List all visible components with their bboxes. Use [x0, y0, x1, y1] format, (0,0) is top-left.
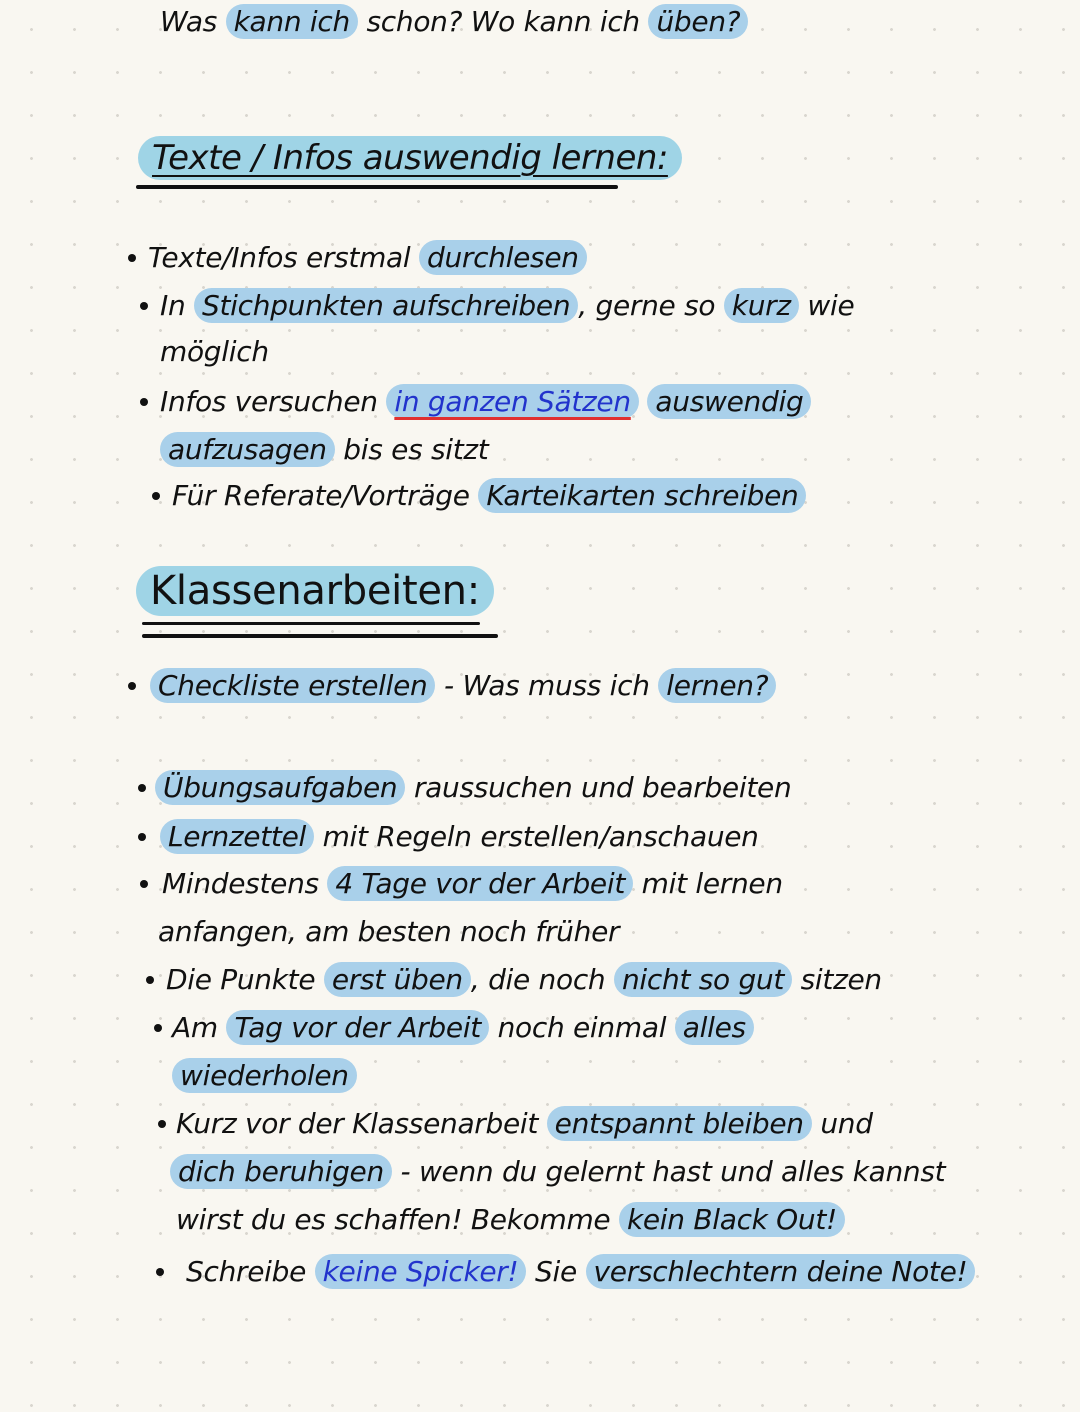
text-segment: Kurz vor der Klassenarbeit: [176, 1107, 547, 1140]
list-item-line: [160, 428, 488, 472]
text-segment: Schreibe: [186, 1255, 315, 1288]
list-item-line: [176, 1102, 873, 1146]
highlighted-text: keine Spicker!: [315, 1254, 527, 1289]
highlighted-text: Lernzettel: [160, 819, 314, 854]
list-item-line: [150, 664, 776, 708]
bullet-dot: [128, 254, 136, 262]
highlighted-text: aufzusagen: [160, 432, 335, 467]
highlighted-text: in ganzen Sätzen: [386, 384, 638, 419]
heading-memorize: [138, 136, 682, 180]
highlighted-text: Tag vor der Arbeit: [226, 1010, 489, 1045]
text-segment: anfangen, am besten noch früher: [158, 915, 620, 948]
list-item-line: [170, 1150, 945, 1194]
text-segment: mit lernen: [633, 867, 783, 900]
text-segment: In: [160, 289, 195, 322]
text-segment: wie: [798, 289, 855, 322]
highlighted-text: 4 Tage vor der Arbeit: [327, 866, 633, 901]
list-item-line: [160, 0, 748, 44]
list-item-line: [155, 766, 791, 810]
bullet-dot: [146, 976, 154, 984]
bullet-dot: [158, 1120, 166, 1128]
text-segment: möglich: [160, 335, 269, 368]
list-item-line: [172, 474, 806, 518]
heading-underline: [142, 634, 498, 638]
text-segment: Die Punkte: [166, 963, 324, 996]
highlighted-text: alles: [675, 1010, 754, 1045]
text-segment: sitzen: [792, 963, 882, 996]
list-item-line: [186, 1250, 975, 1294]
bullet-dot: [156, 1268, 164, 1276]
text-segment: und: [811, 1107, 873, 1140]
text-segment: wirst du es schaffen! Bekomme: [176, 1203, 619, 1236]
text-segment: - wenn du gelernt hast und alles kannst: [391, 1155, 946, 1188]
list-item-line: [160, 815, 759, 859]
list-item-line: [176, 1198, 845, 1242]
highlighted-text: auswendig: [647, 384, 811, 419]
highlighted-text: kann ich: [226, 4, 358, 39]
highlighted-text: verschlechtern deine Note!: [586, 1254, 976, 1289]
text-segment: bis es sitzt: [334, 433, 489, 466]
list-item-line: [162, 862, 783, 906]
text-segment: - Was muss ich: [435, 669, 659, 702]
bullet-dot: [140, 398, 148, 406]
highlighted-text: Karteikarten schreiben: [478, 478, 806, 513]
highlighted-text: dich beruhigen: [170, 1154, 392, 1189]
text-segment: Mindestens: [162, 867, 328, 900]
highlighted-text: Stichpunkten aufschreiben: [194, 288, 578, 323]
heading-underline: [136, 185, 618, 189]
bullet-dot: [140, 880, 148, 888]
highlighted-text: nicht so gut: [614, 962, 792, 997]
text-segment: mit Regeln erstellen/anschauen: [313, 820, 759, 853]
highlighted-text: Checkliste erstellen: [150, 668, 435, 703]
highlighted-text: kurz: [724, 288, 799, 323]
bullet-dot: [138, 833, 146, 841]
list-item-line: [172, 1054, 357, 1098]
list-item-line: [160, 330, 269, 374]
text-segment: Für Referate/Vorträge: [172, 479, 479, 512]
bullet-dot: [128, 682, 136, 690]
bullet-dot: [140, 302, 148, 310]
highlighted-text: entspannt bleiben: [547, 1106, 812, 1141]
highlighted-text: durchlesen: [419, 240, 587, 275]
list-item-line: [148, 236, 587, 280]
text-segment: , die noch: [470, 963, 614, 996]
list-item-line: [160, 284, 854, 328]
list-item-line: [160, 380, 811, 424]
text-segment: Texte/Infos erstmal: [148, 241, 419, 274]
text-segment: Sie: [526, 1255, 586, 1288]
bullet-dot: [154, 1024, 162, 1032]
list-item-line: [166, 958, 882, 1002]
list-item-line: [172, 1006, 754, 1050]
text-segment: Infos versuchen: [160, 385, 387, 418]
heading-underline: [142, 622, 480, 625]
heading-exams: [136, 566, 494, 616]
bullet-dot: [138, 784, 146, 792]
highlighted-text: kein Black Out!: [619, 1202, 845, 1237]
list-item-line: [158, 910, 619, 954]
text-segment: , gerne so: [578, 289, 724, 322]
highlighted-text: wiederholen: [172, 1058, 357, 1093]
heading-exams-text: Klassenarbeiten:: [136, 566, 494, 616]
text-segment: Am: [172, 1011, 227, 1044]
text-segment: noch einmal: [488, 1011, 675, 1044]
highlighted-text: üben?: [648, 4, 748, 39]
text-segment: schon? Wo kann ich: [357, 5, 649, 38]
highlighted-text: lernen?: [658, 668, 776, 703]
text-segment: raussuchen und bearbeiten: [405, 771, 792, 804]
highlighted-text: erst üben: [324, 962, 471, 997]
heading-memorize-text: Texte / Infos auswendig lernen:: [138, 136, 682, 180]
bullet-dot: [152, 492, 160, 500]
text-segment: Was: [160, 5, 226, 38]
highlighted-text: Übungsaufgaben: [155, 770, 405, 805]
